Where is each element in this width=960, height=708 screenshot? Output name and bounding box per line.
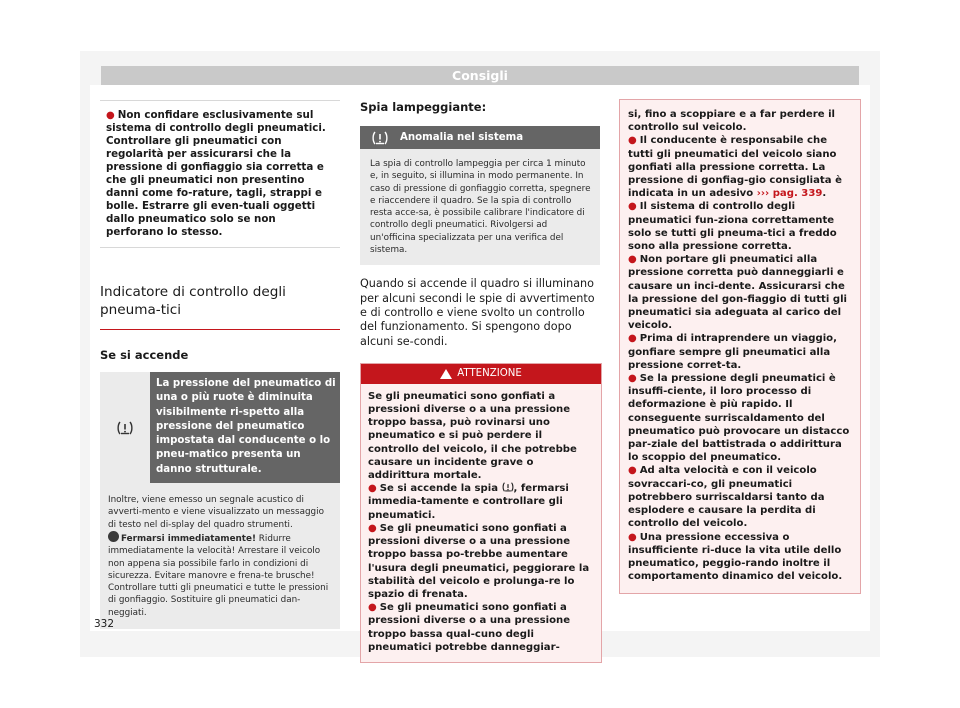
note-text: Non confidare esclusivamente sul sistema di controllo degli pneumatici. Controllare gli pneumatici con regolarità per assicurarsi che la pressione di gonfiaggio sia corretta e che gli pneumatici non presentino danni come fo-rature, tagli, strappi e bolle. Estrarre gli even-tuali oggetti dallo pneumatico solo se non perforano lo stesso. [106, 109, 326, 238]
warning-bullet [628, 200, 854, 253]
startup-paragraph: Quando si accende il quadro si illuminano per alcuni secondi le spie di avvertimento e di controllo e viene svolto un controllo del funzionamento. Si spengono dopo alcuni se-condi. [360, 277, 595, 348]
column-middle [360, 85, 600, 663]
system-fault-body: La spia di controllo lampeggia per circa 1 minuto e, in seguito, si illumina in modo permanente. In caso di pressione di gonfiaggio corretta, spegnere e riaccendere il quadro. Se la spia di controllo resta acce-sa, è possibile calibrare l'indicatore di controllo degli pneumatici. Rivolgersi ad un'officina specializzata per una verifica del sistema. [370, 159, 591, 256]
bullet-icon: ● [368, 483, 377, 495]
tire-pressure-warning-icon [360, 131, 400, 145]
bullet-icon: ● [106, 110, 115, 121]
warning-continuation [619, 99, 861, 594]
note-bullet [106, 109, 334, 239]
warning-bullet-text: , fermarsi immedia-tamente e controllare gli pneumatici. [368, 483, 569, 521]
tire-pressure-warning-icon [100, 372, 150, 483]
tpms-lit-panel-body [100, 483, 340, 629]
warning-bullet [628, 134, 854, 200]
panel-body-text: Inoltre, viene emesso un segnale acustico di avverti-mento e viene visualizzato un messaggio di testo nel di-splay del quadro strumenti. [108, 495, 324, 530]
system-fault-panel [360, 126, 600, 265]
section-title: Indicatore di controllo degli pneuma-tici [100, 283, 340, 330]
panel-body-text-2: Ridurre immediatamente la velocità! Arrestare il veicolo non appena sia possibile farlo in condizioni di sicurezza. Evitare manovre e frena-te brusche! Controllare tutti gli pneumatici e tutte le pressioni di gonfiaggio. Sostituire gli pneumatici dan-neggiati. [108, 533, 329, 618]
column-left [100, 85, 340, 629]
column-right [619, 85, 859, 594]
page-header: Consigli [101, 66, 859, 85]
subhead-flashing: Spia lampeggiante: [360, 100, 487, 114]
warning-bullet [628, 372, 854, 464]
bullet-icon: ● [628, 465, 637, 477]
bullet-icon: ● [628, 373, 637, 385]
warning-intro: Se gli pneumatici sono gonfiati a pressioni diverse o a una pressione troppo bassa, può rovinarsi uno pneumatico e si può perdere il controllo del veicolo, il che potrebbe causare un incidente grave o addirittura mortale. [368, 390, 577, 482]
bullet-icon: ● [628, 333, 637, 345]
system-fault-header [360, 126, 600, 149]
warning-bullet-text: . [822, 188, 827, 200]
warning-bullet [628, 332, 854, 372]
bullet-icon: ● [628, 201, 637, 213]
warning-bullet [368, 482, 595, 522]
tpms-lit-panel [100, 372, 340, 629]
warning-header [361, 364, 601, 384]
bullet-icon: ● [628, 135, 637, 147]
warning-continued-text: si, fino a scoppiare e a far perdere il controllo sul veicolo. [628, 109, 836, 134]
bullet-icon: ● [628, 531, 637, 543]
warning-triangle-icon [440, 369, 452, 379]
note-box [100, 100, 340, 248]
warning-bullet [368, 522, 595, 601]
warning-bullet [628, 253, 854, 332]
page-reference-link[interactable]: ››› pag. 339 [756, 188, 823, 200]
warning-bullet-text: Prima di intraprendere un viaggio, gonfiare sempre gli pneumatici alla pressione corret-ta. [628, 333, 837, 371]
tire-pressure-warning-icon [502, 482, 514, 492]
warning-bullet-text: Il conducente è responsabile che tutti gli pneumatici del veicolo siano gonfiati alla pressione corretta. La pressione di gonfiag-gio consigliata è indicata in un adesivo [628, 135, 842, 200]
warning-bullet-text: Se gli pneumatici sono gonfiati a pressioni diverse o a una pressione troppo bassa po-trebbe aumentare l'usura degli pneumatici, peggiorare la stabilità del veicolo e prolunga-re lo spazio di frenata. [368, 522, 590, 600]
warning-title: ATTENZIONE [457, 368, 522, 380]
warning-box [360, 363, 602, 663]
tpms-lit-panel-header [100, 372, 340, 483]
warning-bullet-text: Se gli pneumatici sono gonfiati a pressioni diverse o a una pressione troppo bassa qual-cuno degli pneumatici potrebbe danneggiar- [368, 602, 571, 653]
warning-bullet-text: Ad alta velocità e con il veicolo sovraccari-co, gli pneumatici potrebbero surriscaldarsi tanto da esplodere e causare la perdita di controllo del veicolo. [628, 465, 825, 530]
warning-bullet-text: Una pressione eccessiva o insufficiente ri-duce la vita utile dello pneumatico, peggio-rando inoltre il comportamento dinamico del veicolo. [628, 531, 843, 583]
bullet-icon: ● [628, 254, 637, 266]
warning-bullet-text: Se la pressione degli pneumatici è insuffi-ciente, il loro processo di deformazione è più rapido. Il conseguente surriscaldamento del pneumatico può provocare un distacco par-ziale del battistrada o addirittura lo scoppio del pneumatico. [628, 373, 850, 464]
subhead-lights-on: Se si accende [100, 348, 189, 362]
warning-bullet [628, 464, 854, 530]
warning-body [361, 384, 601, 654]
panel-emphasis: Fermarsi immediatamente! [121, 533, 256, 544]
warning-bullet [628, 531, 854, 584]
tpms-lit-panel-text: La pressione del pneumatico di una o più ruote è diminuita visibilmente ri-spetto alla pressione del pneumatico impostata dal conducente o lo pneu-matico presenta un danno strutturale. [150, 372, 340, 483]
system-fault-title: Anomalia nel sistema [400, 132, 524, 143]
bullet-icon: ● [368, 602, 377, 614]
page-number: 332 [94, 618, 115, 630]
warning-bullet [368, 601, 595, 654]
warning-bullet-text: Se si accende la spia [379, 483, 502, 495]
warning-bullet-text: Non portare gli pneumatici alla pressione corretta può danneggiarli e causare un inci-dente. Assicurarsi che la pressione del gon-fiaggio di tutti gli pneumatici sia adeguata al carico del veicolo. [628, 254, 848, 332]
bullet-icon: ● [368, 522, 377, 534]
warning-bullet-text: Il sistema di controllo degli pneumatici fun-ziona correttamente solo se tutti gli pneuma-tici a freddo sono alla pressione corretta. [628, 201, 837, 253]
stop-icon [108, 531, 119, 542]
page-content [90, 85, 870, 653]
